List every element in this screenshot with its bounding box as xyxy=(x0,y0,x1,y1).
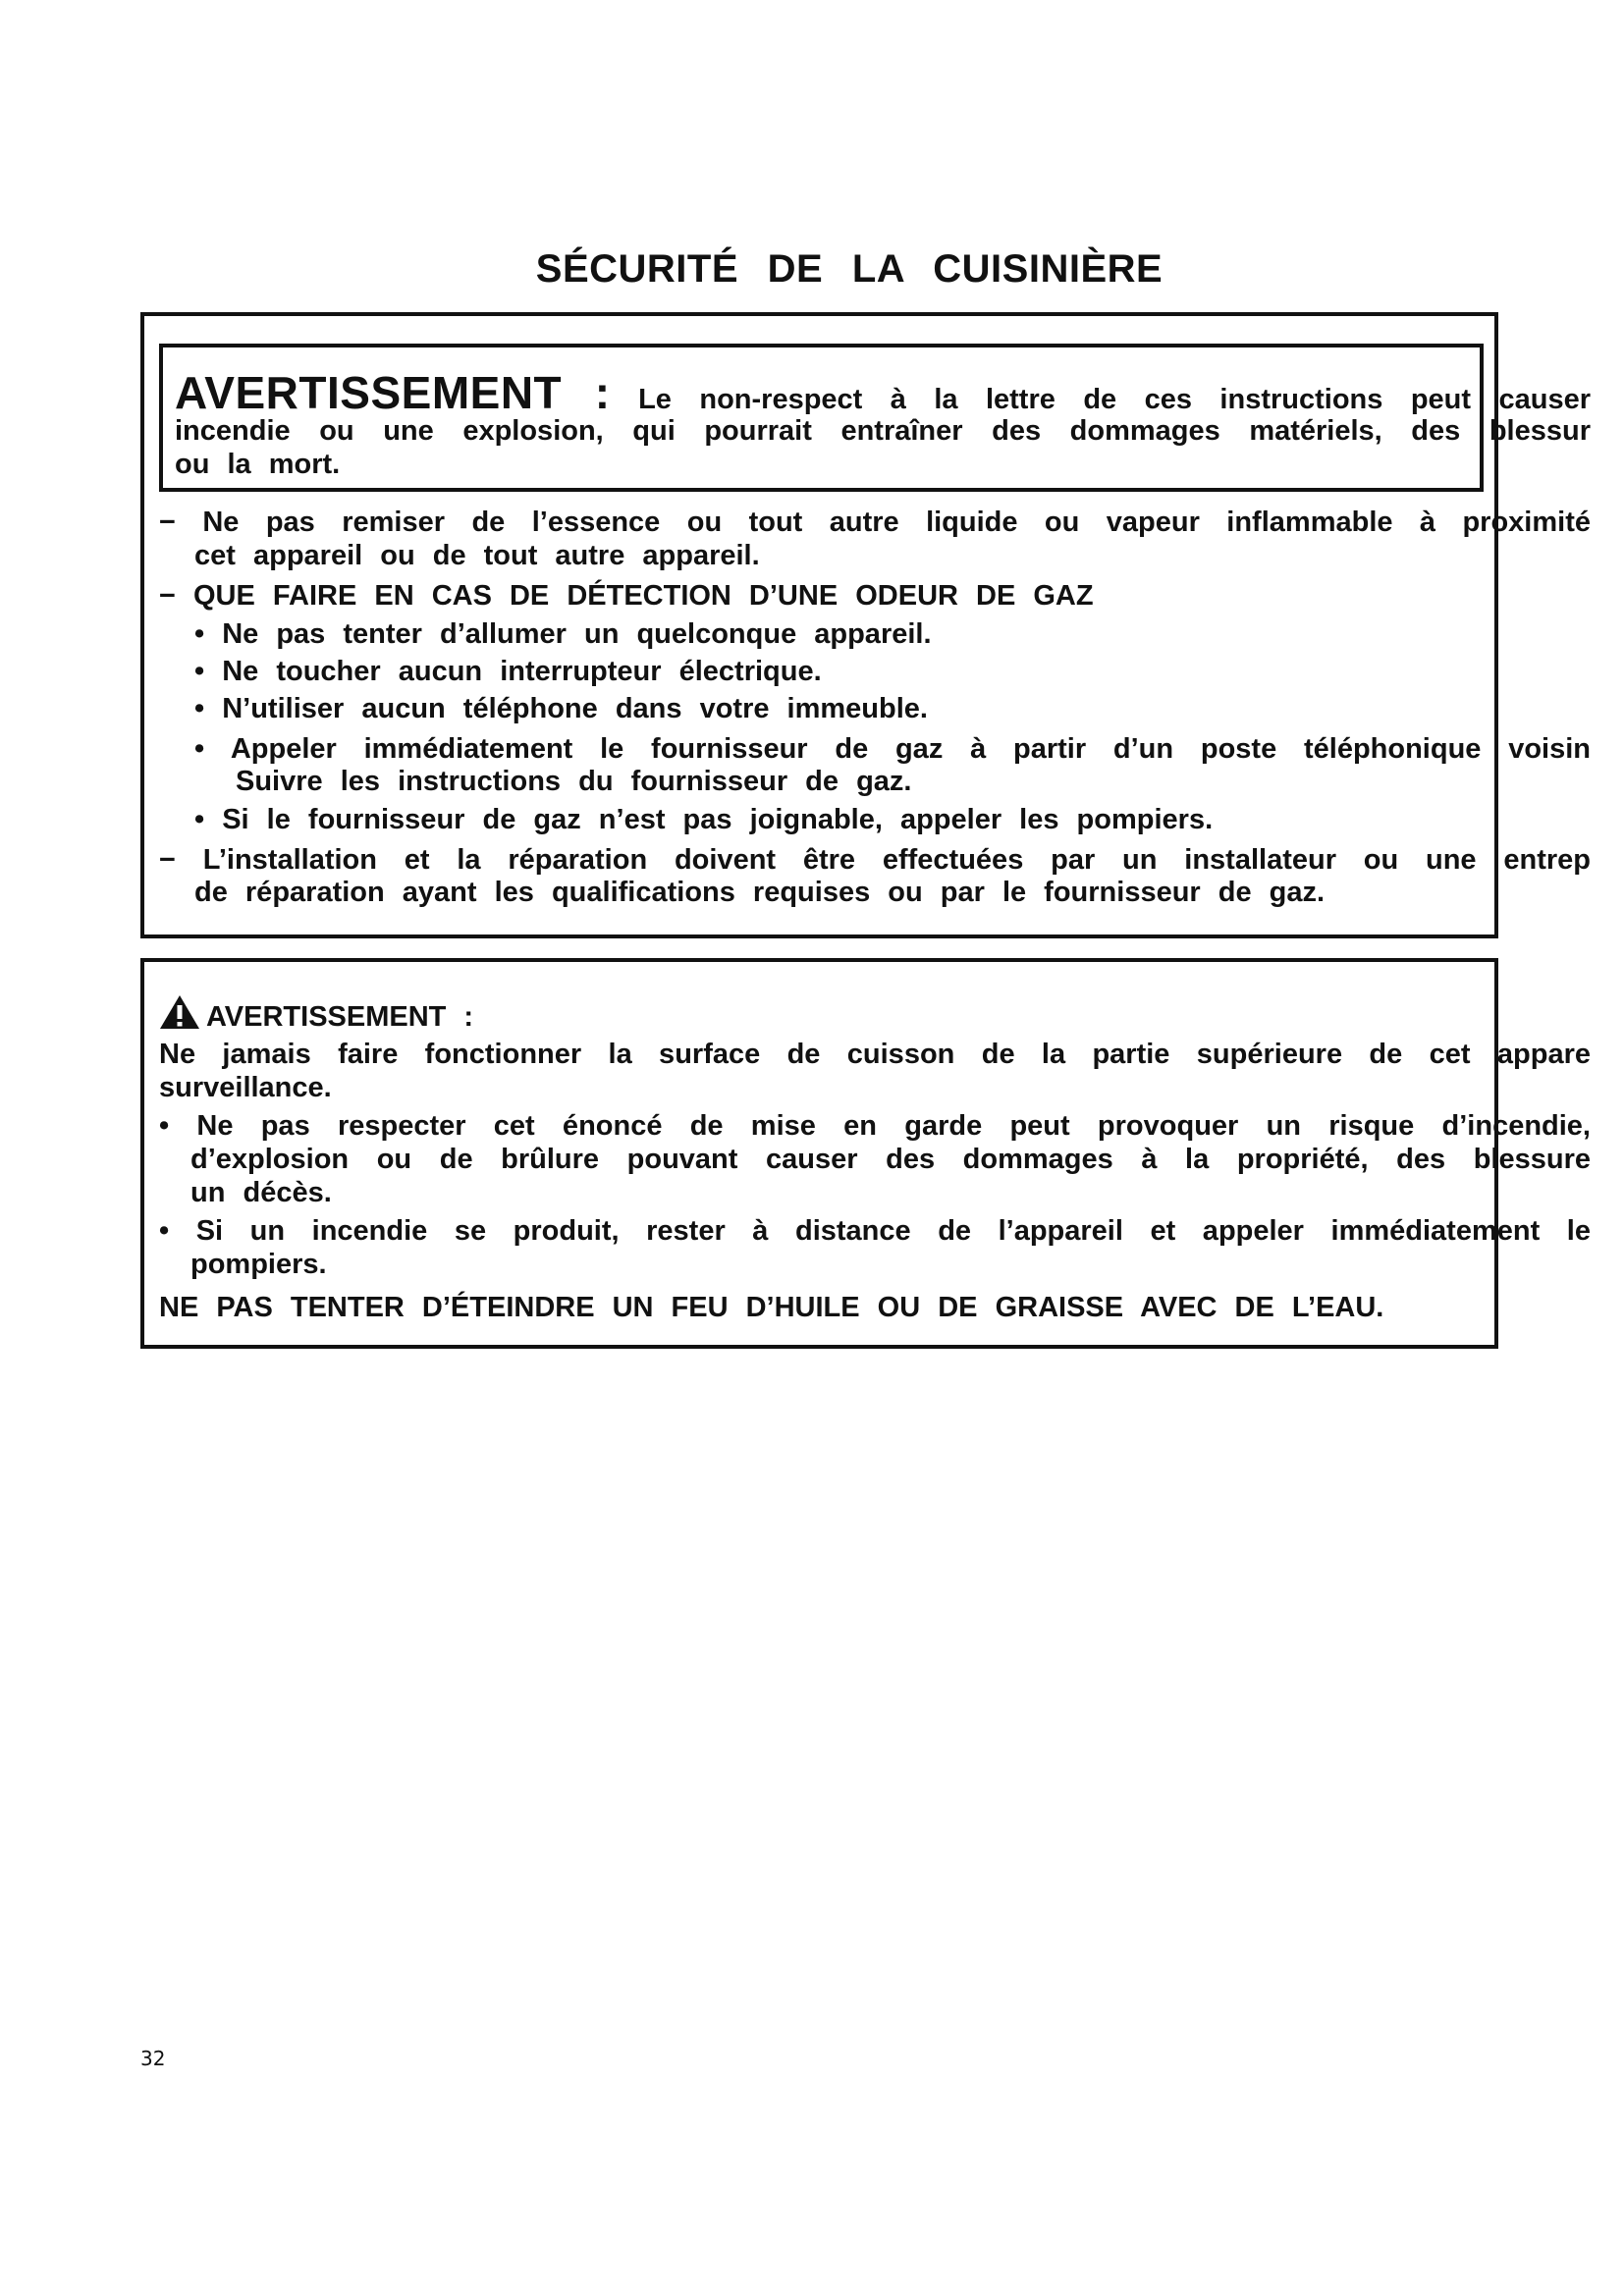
list-item: • Si le fournisseur de gaz n’est pas joignable, appeler les pompiers. xyxy=(194,804,1214,835)
fire-warning-caps-line: NE PAS TENTER D’ÉTEINDRE UN FEU D’HUILE OU DE GRAISSE AVEC DE L’EAU. xyxy=(159,1292,1384,1323)
list-item: − Ne pas remiser de l’essence ou tout autre liquide ou vapeur inflammable à proximité xyxy=(159,507,1591,538)
fire-warning-line: • Si un incendie se produit, rester à distance de l’appareil et appeler immédiatement le xyxy=(159,1215,1591,1247)
list-item: • Appeler immédiatement le fournisseur de gaz à partir d’un poste téléphonique voisin xyxy=(194,733,1591,765)
warning-text: Le non-respect à la lettre de ces instructions peut causer xyxy=(638,384,1591,415)
page-number: 32 xyxy=(140,2047,166,2070)
warning-triangle-icon xyxy=(159,994,200,1030)
fire-warning-header xyxy=(159,994,473,1034)
fire-warning-line: d’explosion ou de brûlure pouvant causer des dommages à la propriété, des blessure xyxy=(190,1144,1591,1175)
warning-line-3: ou la mort. xyxy=(175,449,341,480)
warning-label: AVERTISSEMENT : xyxy=(175,369,611,416)
fire-warning-line: pompiers. xyxy=(190,1249,327,1280)
list-item: • N’utiliser aucun téléphone dans votre immeuble. xyxy=(194,693,928,724)
warning-line-1 xyxy=(175,369,1591,416)
warning-line-2: incendie ou une explosion, qui pourrait entraîner des dommages matériels, des blessur xyxy=(175,415,1591,447)
fire-warning-line: • Ne pas respecter cet énoncé de mise en garde peut provoquer un risque d’incendie, xyxy=(159,1110,1591,1142)
list-item: • Ne toucher aucun interrupteur électrique. xyxy=(194,656,822,687)
list-item: cet appareil ou de tout autre appareil. xyxy=(194,540,760,571)
fire-warning-line: un décès. xyxy=(190,1177,332,1208)
fire-warning-line: surveillance. xyxy=(159,1072,332,1103)
list-item: − L’installation et la réparation doivent être effectuées par un installateur ou une entrep xyxy=(159,844,1591,876)
list-item: • Ne pas tenter d’allumer un quelconque appareil. xyxy=(194,618,932,650)
fire-warning-line: Ne jamais faire fonctionner la surface de cuisson de la partie supérieure de cet appare xyxy=(159,1039,1591,1070)
list-item: de réparation ayant les qualifications requises ou par le fournisseur de gaz. xyxy=(194,877,1326,908)
list-item: Suivre les instructions du fournisseur de gaz. xyxy=(236,766,912,797)
list-item: − QUE FAIRE EN CAS DE DÉTECTION D’UNE ODEUR DE GAZ xyxy=(159,580,1094,612)
fire-warning-label: AVERTISSEMENT : xyxy=(206,1001,474,1033)
page-title: SÉCURITÉ DE LA CUISINIÈRE xyxy=(535,247,1164,291)
